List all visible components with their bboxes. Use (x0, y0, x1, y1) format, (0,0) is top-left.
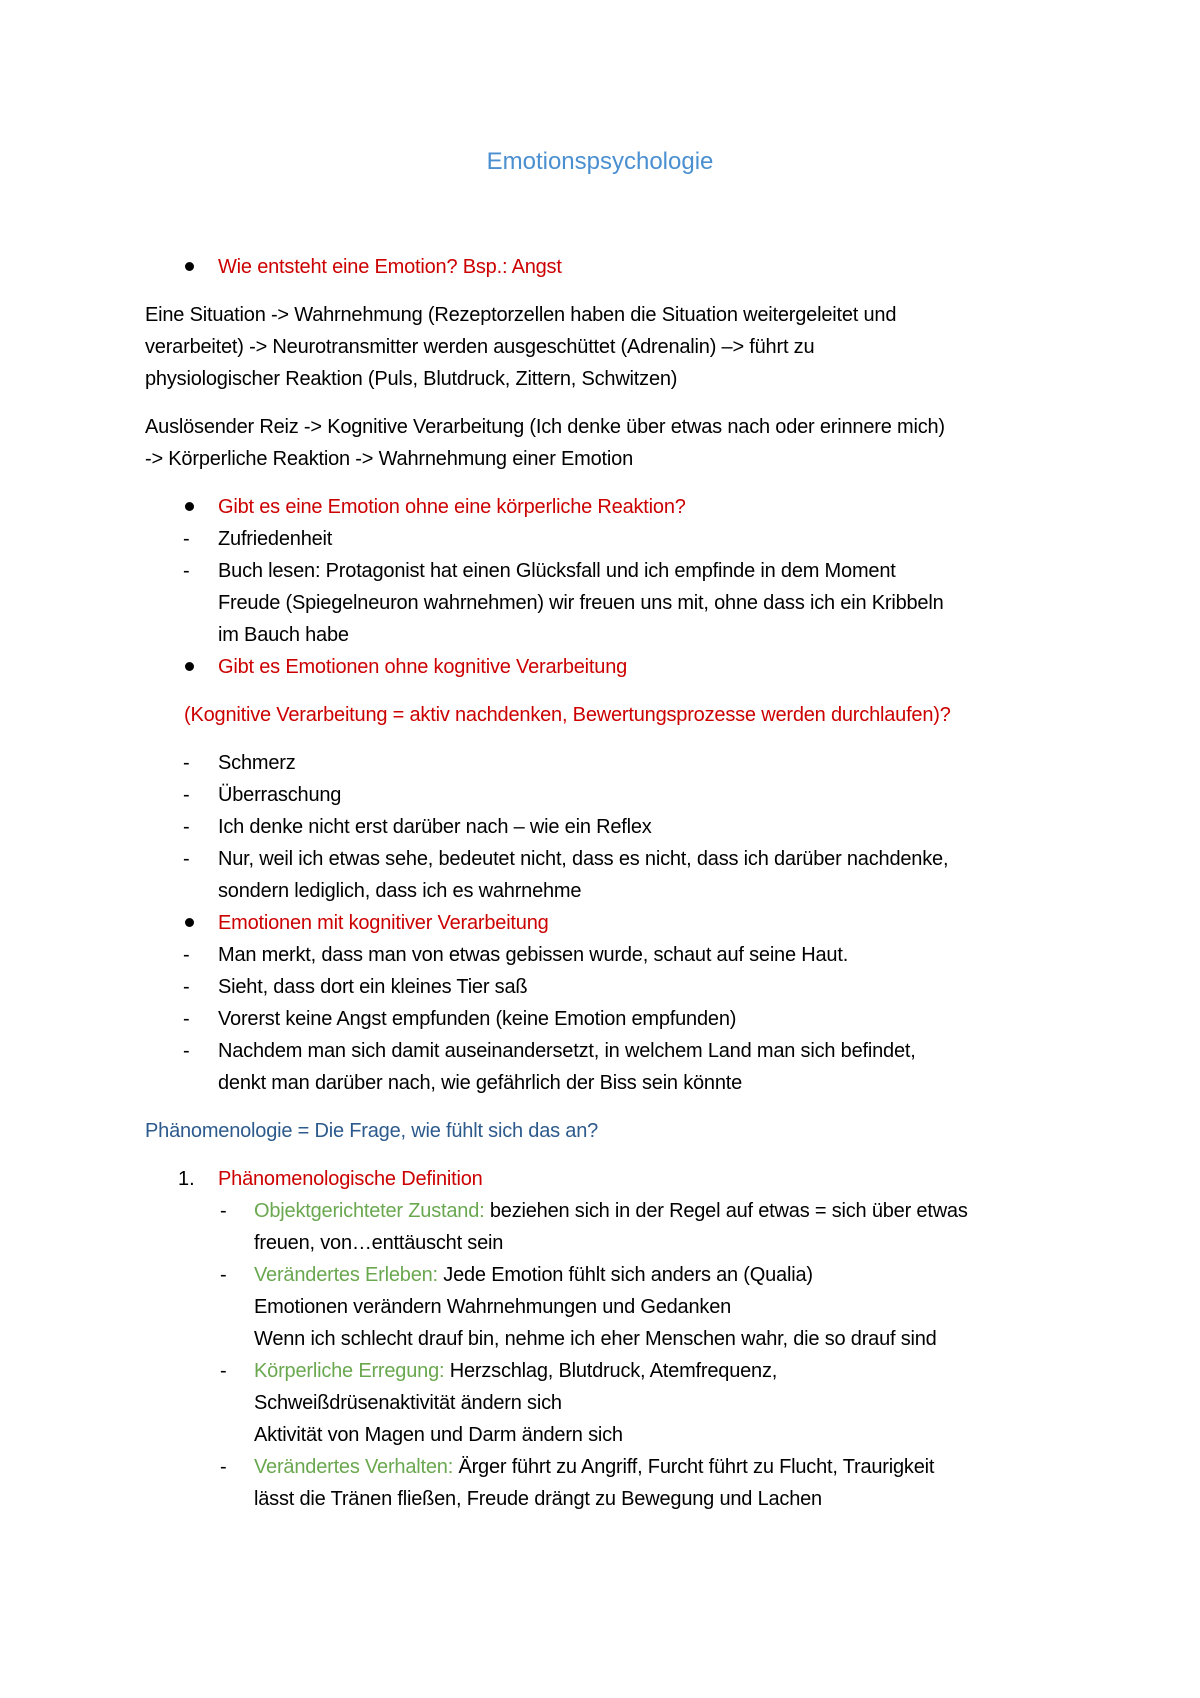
paragraph-line: physiologischer Reaktion (Puls, Blutdruck, Zittern, Schwitzen) (145, 368, 678, 390)
question-heading: Emotionen mit kognitiver Verarbeitung (218, 912, 549, 934)
definition-text: Ärger führt zu Angriff, Furcht führt zu Flucht, Traurigkeit (458, 1456, 935, 1478)
definition-term: Verändertes Erleben: (254, 1264, 438, 1286)
bullet-icon (185, 502, 194, 511)
dash-marker: - (220, 1200, 227, 1222)
list-item: Überraschung (218, 784, 342, 806)
definition-term: Verändertes Verhalten: (254, 1456, 454, 1478)
question-note: (Kognitive Verarbeitung = aktiv nachdenken, Bewertungsprozesse werden durchlaufen)? (184, 704, 951, 726)
dash-marker: - (183, 752, 190, 774)
dash-marker: - (183, 560, 190, 582)
list-item: Schmerz (218, 752, 296, 774)
paragraph-line: Eine Situation -> Wahrnehmung (Rezeptorzellen haben die Situation weitergeleitet und (145, 304, 897, 326)
dash-marker: - (220, 1456, 227, 1478)
dash-marker: - (183, 528, 190, 550)
dash-marker: - (220, 1264, 227, 1286)
definition-text: Schweißdrüsenaktivität ändern sich (254, 1392, 562, 1414)
paragraph-line: Auslösender Reiz -> Kognitive Verarbeitung (Ich denke über etwas nach oder erinnere mich) (145, 416, 945, 438)
list-item: Nur, weil ich etwas sehe, bedeutet nicht, dass es nicht, dass ich darüber nachdenke, (218, 848, 949, 870)
definition-term: Körperliche Erregung: (254, 1360, 445, 1382)
dash-marker: - (183, 784, 190, 806)
definition-text: beziehen sich in der Regel auf etwas = sich über etwas (489, 1200, 968, 1222)
list-item: Vorerst keine Angst empfunden (keine Emotion empfunden) (218, 1008, 737, 1030)
definition-term: Objektgerichteter Zustand: (254, 1200, 485, 1222)
paragraph-line: -> Körperliche Reaktion -> Wahrnehmung einer Emotion (145, 448, 633, 470)
list-item: Man merkt, dass man von etwas gebissen wurde, schaut auf seine Haut. (218, 944, 849, 966)
definition-text: Herzschlag, Blutdruck, Atemfrequenz, (449, 1360, 778, 1382)
dash-marker: - (183, 1008, 190, 1030)
definition-text: Wenn ich schlecht drauf bin, nehme ich eher Menschen wahr, die so drauf sind (254, 1328, 937, 1350)
definition-item (254, 1451, 934, 1483)
list-item: Zufriedenheit (218, 528, 333, 550)
definition-text: Aktivität von Magen und Darm ändern sich (254, 1424, 623, 1446)
question-heading: Wie entsteht eine Emotion? Bsp.: Angst (218, 256, 562, 278)
bullet-icon (185, 662, 194, 671)
list-item: Buch lesen: Protagonist hat einen Glücksfall und ich empfinde in dem Moment (218, 560, 896, 582)
list-item: Ich denke nicht erst darüber nach – wie ein Reflex (218, 816, 652, 838)
section-heading: Phänomenologie = Die Frage, wie fühlt sich das an? (145, 1120, 599, 1142)
list-item: denkt man darüber nach, wie gefährlich der Biss sein könnte (218, 1072, 743, 1094)
list-number: 1. (178, 1168, 195, 1190)
definition-text: freuen, von…enttäuscht sein (254, 1232, 504, 1254)
definition-text: lässt die Tränen fließen, Freude drängt zu Bewegung und Lachen (254, 1488, 822, 1510)
list-item: sondern lediglich, dass ich es wahrnehme (218, 880, 582, 902)
list-item: Freude (Spiegelneuron wahrnehmen) wir freuen uns mit, ohne dass ich ein Kribbeln (218, 592, 944, 614)
definition-text: Emotionen verändern Wahrnehmungen und Gedanken (254, 1296, 732, 1318)
bullet-icon (185, 918, 194, 927)
dash-marker: - (183, 848, 190, 870)
dash-marker: - (183, 1040, 190, 1062)
dash-marker: - (183, 816, 190, 838)
document-title: Emotionspsychologie (486, 148, 714, 175)
list-item: im Bauch habe (218, 624, 349, 646)
definition-item (254, 1195, 968, 1227)
dash-marker: - (183, 944, 190, 966)
bullet-icon (185, 262, 194, 271)
list-item: Sieht, dass dort ein kleines Tier saß (218, 976, 528, 998)
dash-marker: - (220, 1360, 227, 1382)
dash-marker: - (183, 976, 190, 998)
question-heading: Gibt es eine Emotion ohne eine körperliche Reaktion? (218, 496, 686, 518)
paragraph-line: verarbeitet) -> Neurotransmitter werden ausgeschüttet (Adrenalin) –> führt zu (145, 336, 815, 358)
definition-item (254, 1355, 777, 1387)
definition-text: Jede Emotion fühlt sich anders an (Qualia) (443, 1264, 813, 1286)
definition-title: Phänomenologische Definition (218, 1168, 483, 1190)
list-item: Nachdem man sich damit auseinandersetzt, in welchem Land man sich befindet, (218, 1040, 916, 1062)
definition-item (254, 1259, 813, 1291)
question-heading: Gibt es Emotionen ohne kognitive Verarbeitung (218, 656, 628, 678)
